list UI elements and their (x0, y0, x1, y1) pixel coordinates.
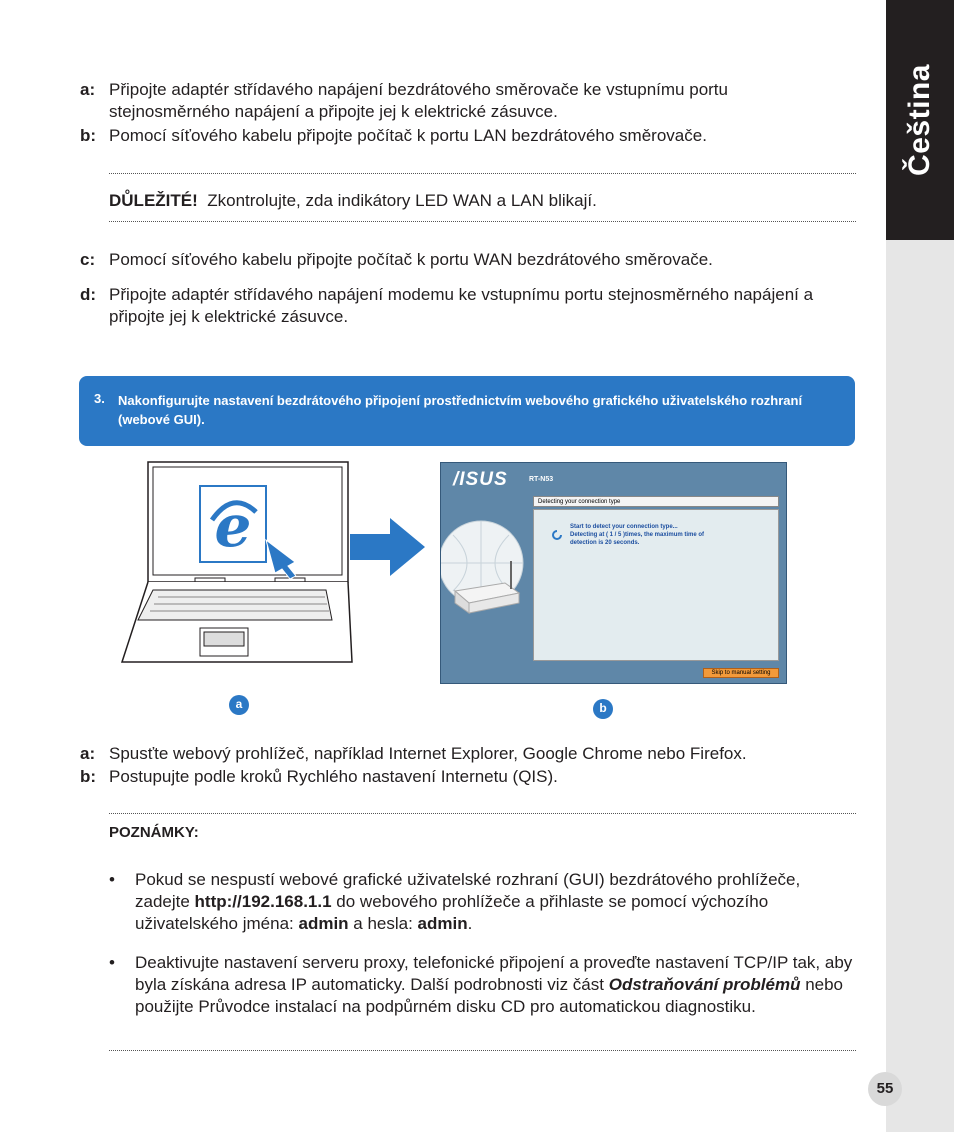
section-number: 3. (94, 391, 105, 406)
badge-b: b (593, 699, 613, 719)
panel-header: Detecting your connection type (533, 496, 779, 507)
message-line: Detecting at ( 1 / 5 )times, the maximum time of (570, 532, 705, 538)
side-margin-strip (886, 240, 954, 1132)
important-text: Zkontrolujte, zda indikátory LED WAN a LAN blikají. (207, 191, 597, 210)
language-tab (886, 0, 954, 240)
step-text: Spusťte webový prohlížeč, například Internet Explorer, Google Chrome nebo Firefox. (109, 744, 747, 763)
detection-message (570, 523, 770, 547)
step-label: b: (80, 767, 97, 786)
ie-logo-icon (200, 486, 266, 562)
dotted-divider (109, 813, 856, 814)
step-label: c: (80, 250, 96, 269)
dotted-divider (109, 173, 856, 174)
section-banner (79, 376, 855, 446)
notes-title: POZNÁMKY: (109, 824, 199, 841)
asus-logo: /ISUS (453, 469, 508, 490)
page-number: 55 (868, 1072, 902, 1106)
dotted-divider (109, 1050, 856, 1051)
note-text: Pokud se nespustí webové grafické uživatelské rozhraní (GUI) bezdrátového prohlížeče, zadejte http://192.168.1.1 do webového prohlížeče a přihlaste se pomocí výchozího uživatelského jména: admin a hesla: admin. (135, 870, 801, 933)
step-label: d: (80, 285, 97, 304)
important-note (109, 191, 597, 211)
bullet: • (109, 870, 115, 889)
dotted-divider (109, 221, 856, 222)
router-gui-screenshot (440, 462, 787, 684)
router-model: RT-N53 (529, 476, 554, 483)
step-label: a: (80, 744, 96, 763)
default-password: admin (417, 914, 468, 933)
step-text: Postupujte podle kroků Rychlého nastavení Internetu (QIS). (109, 767, 558, 786)
step-label: b: (80, 126, 97, 145)
detection-panel (533, 509, 779, 661)
step-text: Připojte adaptér střídavého napájení modemu ke vstupnímu portu stejnosměrného napájení a připojte jej k elektrické zásuvce. (109, 285, 814, 326)
step-label: a: (80, 80, 96, 99)
message-line: Start to detect your connection type... (570, 524, 678, 530)
right-arrow-icon (350, 518, 425, 576)
globe-router-graphic (441, 513, 533, 684)
step-text: Pomocí síťového kabelu připojte počítač k portu WAN bezdrátového směrovače. (109, 250, 713, 269)
skip-manual-setting-button[interactable]: Skip to manual setting (703, 668, 779, 678)
svg-text:e: e (214, 492, 252, 560)
language-label: Čeština (903, 64, 936, 176)
loading-spinner-icon (552, 530, 562, 540)
important-label: DŮLEŽITÉ! (109, 191, 198, 210)
step-text: Připojte adaptér střídavého napájení bezdrátového směrovače ke vstupnímu portu stejnosměrného napájení a připojte jej k elektrické zásuvce. (109, 80, 728, 121)
message-line: detection is 20 seconds. (570, 540, 640, 546)
laptop-illustration (120, 460, 355, 670)
badge-a: a (229, 695, 249, 715)
note-text: Deaktivujte nastavení serveru proxy, telefonické připojení a proveďte nastavení TCP/IP tak, aby byla získána adresa IP automaticky. Další podrobnosti viz část Odstraňování problémů nebo použijte Průvodce instalací na podpůrném disku CD pro automatickou diagnostiku. (135, 953, 853, 1016)
step-text: Pomocí síťového kabelu připojte počítač k portu LAN bezdrátového směrovače. (109, 126, 707, 145)
section-title: Nakonfigurujte nastavení bezdrátového připojení prostřednictvím webového grafického uživatelského rozhraní (webové GUI). (118, 393, 803, 427)
router-url: http://192.168.1.1 (194, 892, 332, 911)
troubleshooting-ref: Odstraňování problémů (608, 975, 801, 994)
default-username: admin (298, 914, 349, 933)
bullet: • (109, 953, 115, 972)
